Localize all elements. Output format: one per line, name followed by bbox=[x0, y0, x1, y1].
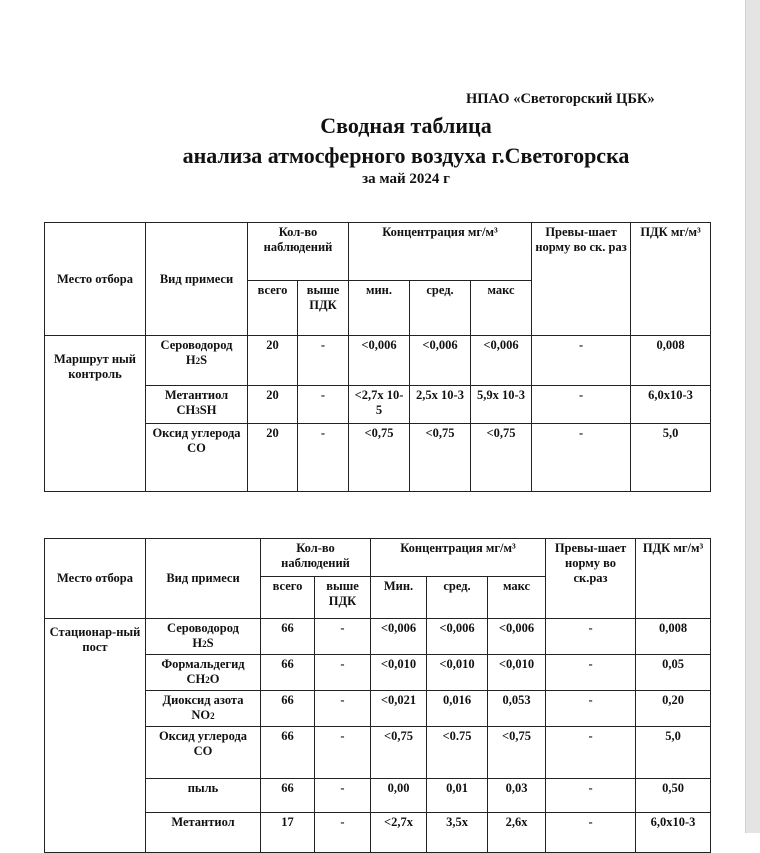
exceed-cell: - bbox=[546, 619, 636, 655]
max-cell: 0,053 bbox=[488, 691, 546, 727]
header-concentration: Концентрация мг/м³ bbox=[349, 223, 532, 281]
pdk-cell: 0,20 bbox=[636, 691, 711, 727]
above-cell: - bbox=[298, 386, 349, 424]
header-avg: сред. bbox=[410, 281, 471, 336]
impurity-name: Сероводород bbox=[160, 338, 233, 352]
impurity-cell bbox=[146, 619, 261, 655]
header-total: всего bbox=[261, 577, 315, 619]
max-cell: <0,006 bbox=[471, 336, 532, 386]
pdk-cell: 0,50 bbox=[636, 779, 711, 813]
document-title: Сводная таблица bbox=[320, 113, 492, 138]
above-cell: - bbox=[298, 336, 349, 386]
exceed-cell: - bbox=[532, 386, 631, 424]
avg-cell: <0.75 bbox=[427, 727, 488, 779]
impurity-formula: NO2 bbox=[191, 708, 215, 722]
min-cell: 0,00 bbox=[371, 779, 427, 813]
header-max: макс bbox=[471, 281, 532, 336]
impurity-name: Метантиол bbox=[164, 388, 229, 402]
min-cell: <2,7x bbox=[371, 813, 427, 853]
pdk-cell: 0,008 bbox=[636, 619, 711, 655]
exceed-cell: - bbox=[546, 813, 636, 853]
max-cell: 0,03 bbox=[488, 779, 546, 813]
pdk-cell: 0,05 bbox=[636, 655, 711, 691]
above-cell: - bbox=[315, 619, 371, 655]
min-cell: <0,75 bbox=[349, 424, 410, 492]
total-cell: 20 bbox=[248, 386, 298, 424]
exceed-cell: - bbox=[532, 336, 631, 386]
impurity-cell bbox=[146, 336, 248, 386]
header-observations: Кол-во наблюдений bbox=[261, 539, 371, 577]
impurity-cell bbox=[146, 655, 261, 691]
impurity-formula: CO bbox=[187, 441, 206, 455]
header-avg: сред. bbox=[427, 577, 488, 619]
impurity-cell bbox=[146, 691, 261, 727]
total-cell: 17 bbox=[261, 813, 315, 853]
total-cell: 66 bbox=[261, 691, 315, 727]
avg-cell: 0,016 bbox=[427, 691, 488, 727]
exceed-cell: - bbox=[546, 655, 636, 691]
header-concentration: Концентрация мг/м³ bbox=[371, 539, 546, 577]
impurity-formula: CO bbox=[193, 744, 213, 758]
avg-cell: <0,75 bbox=[410, 424, 471, 492]
avg-cell: <0,006 bbox=[410, 336, 471, 386]
pdk-cell: 5,0 bbox=[636, 727, 711, 779]
header-above-pdk: выше ПДК bbox=[315, 577, 371, 619]
exceed-cell: - bbox=[546, 691, 636, 727]
impurity-formula: CH2O bbox=[186, 672, 220, 686]
min-cell: <2,7x 10-5 bbox=[349, 386, 410, 424]
avg-cell: 2,5x 10-3 bbox=[410, 386, 471, 424]
min-cell: <0,75 bbox=[371, 727, 427, 779]
avg-cell: <0,006 bbox=[427, 619, 488, 655]
impurity-cell bbox=[146, 727, 261, 779]
pdk-cell: 6,0x10-3 bbox=[636, 813, 711, 853]
min-cell: <0,010 bbox=[371, 655, 427, 691]
impurity-cell bbox=[146, 386, 248, 424]
pdk-cell: 6,0x10-3 bbox=[631, 386, 711, 424]
exceed-cell: - bbox=[532, 424, 631, 492]
impurity-name: Формальдегид bbox=[161, 657, 245, 671]
impurity-formula: H2S bbox=[192, 636, 214, 650]
table-row bbox=[45, 336, 711, 386]
impurity-name: Оксид углерода bbox=[158, 729, 248, 743]
min-cell: <0,021 bbox=[371, 691, 427, 727]
header-above-pdk: выше ПДК bbox=[298, 281, 349, 336]
header-impurity: Вид примеси bbox=[146, 223, 248, 336]
header-place: Место отбора bbox=[45, 223, 146, 336]
above-cell: - bbox=[298, 424, 349, 492]
location-cell: Стационар-ный пост bbox=[45, 619, 146, 853]
avg-cell: 0,01 bbox=[427, 779, 488, 813]
impurity-cell: пыль bbox=[146, 779, 261, 813]
header-exceeds: Превы-шает норму во ск. раз bbox=[532, 223, 631, 336]
avg-cell: <0,010 bbox=[427, 655, 488, 691]
max-cell: 2,6x bbox=[488, 813, 546, 853]
total-cell: 20 bbox=[248, 424, 298, 492]
location-cell: Маршрут ный контроль bbox=[45, 336, 146, 492]
max-cell: <0,75 bbox=[471, 424, 532, 492]
organization-name: НПАО «Светогорский ЦБК» bbox=[466, 91, 655, 107]
total-cell: 66 bbox=[261, 779, 315, 813]
above-cell: - bbox=[315, 813, 371, 853]
max-cell: <0,75 bbox=[488, 727, 546, 779]
header-max: макс bbox=[488, 577, 546, 619]
exceed-cell: - bbox=[546, 779, 636, 813]
header-exceeds: Превы-шает норму во ск.раз bbox=[546, 539, 636, 619]
pdk-cell: 0,008 bbox=[631, 336, 711, 386]
header-min: мин. bbox=[349, 281, 410, 336]
impurity-name: Оксид углерода bbox=[152, 426, 241, 440]
impurity-formula: H2S bbox=[185, 353, 208, 367]
impurity-cell bbox=[146, 424, 248, 492]
avg-cell: 3,5x bbox=[427, 813, 488, 853]
document-subtitle: анализа атмосферного воздуха г.Светогорска bbox=[182, 143, 630, 168]
total-cell: 20 bbox=[248, 336, 298, 386]
header-pdk: ПДК мг/м³ bbox=[636, 539, 711, 619]
min-cell: <0,006 bbox=[349, 336, 410, 386]
impurity-cell: Метантиол bbox=[146, 813, 261, 853]
impurity-name: Диоксид азота bbox=[162, 693, 244, 707]
total-cell: 66 bbox=[261, 655, 315, 691]
header-pdk: ПДК мг/м³ bbox=[631, 223, 711, 336]
header-impurity: Вид примеси bbox=[146, 539, 261, 619]
header-observations: Кол-во наблюдений bbox=[248, 223, 349, 281]
min-cell: <0,006 bbox=[371, 619, 427, 655]
above-cell: - bbox=[315, 655, 371, 691]
route-control-table bbox=[44, 222, 711, 492]
impurity-formula: CH3SH bbox=[176, 403, 217, 417]
table-row bbox=[45, 619, 711, 655]
max-cell: 5,9x 10-3 bbox=[471, 386, 532, 424]
above-cell: - bbox=[315, 779, 371, 813]
header-total: всего bbox=[248, 281, 298, 336]
above-cell: - bbox=[315, 691, 371, 727]
total-cell: 66 bbox=[261, 727, 315, 779]
max-cell: <0,006 bbox=[488, 619, 546, 655]
header-place: Место отбора bbox=[45, 539, 146, 619]
above-cell: - bbox=[315, 727, 371, 779]
impurity-name: Сероводород bbox=[167, 621, 239, 635]
stationary-post-table bbox=[44, 538, 711, 853]
header-min: Мин. bbox=[371, 577, 427, 619]
max-cell: <0,010 bbox=[488, 655, 546, 691]
exceed-cell: - bbox=[546, 727, 636, 779]
total-cell: 66 bbox=[261, 619, 315, 655]
report-period: за май 2024 г bbox=[362, 171, 450, 187]
pdk-cell: 5,0 bbox=[631, 424, 711, 492]
